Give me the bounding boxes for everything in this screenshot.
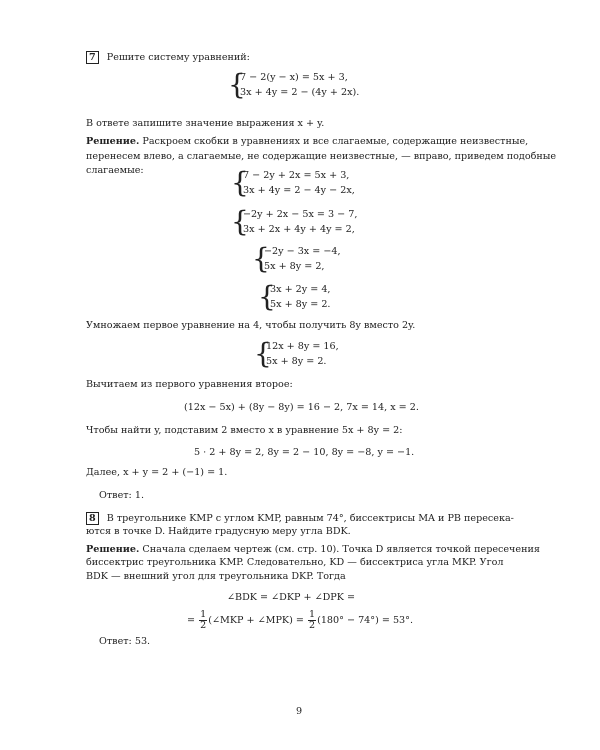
solution-7-label: Решение. <box>86 136 140 147</box>
system-2-eq-1: 7 − 2y + 2x = 5x + 3, <box>243 170 350 181</box>
system-6-eq-2: 5x + 8y = 2. <box>266 356 327 367</box>
subtract-equation: (12x − 5x) + (8y − 8y) = 16 − 2, 7x = 14, x = 2. <box>184 402 419 413</box>
answer-7: Ответ: 1. <box>99 490 144 501</box>
problem-7-prompt: Решите систему уравнений: <box>106 52 250 63</box>
problem-8-number: 8 <box>86 512 99 525</box>
solution-7-intro-2: перенесем влево, а слагаемые, не содержащие неизвестные, — вправо, приведем подобные <box>86 151 557 162</box>
problem-8-text-2: ются в точке D. Найдите градусную меру угла BDK. <box>86 526 351 537</box>
fraction-2-numerator: 1 <box>308 609 316 620</box>
eq2-middle: (∠MKP + ∠MPK) = <box>208 615 304 626</box>
angle-equation-2 <box>187 610 413 632</box>
solution-8-label: Решение. <box>86 544 140 555</box>
fraction-2-denominator: 2 <box>308 620 316 631</box>
answer-8: Ответ: 53. <box>99 636 151 647</box>
fraction-half-1 <box>199 610 207 631</box>
fraction-half-2 <box>308 610 316 631</box>
problem-7-number: 7 <box>86 51 99 64</box>
fraction-1-numerator: 1 <box>200 609 207 620</box>
solution-7-intro-1: Раскроем скобки в уравнениях и все слагаемые, содержащие неизвестные, <box>139 136 529 147</box>
problem-7-ask: В ответе запишите значение выражения x + y. <box>86 118 325 129</box>
system-5-eq-2: 5x + 8y = 2. <box>270 299 331 310</box>
system-3-eq-1: −2y + 2x − 5x = 3 − 7, <box>243 209 358 220</box>
solution-8-text-1: Сначала сделаем чертеж (см. стр. 10). Точка D является точкой пересечения <box>139 544 540 555</box>
multiply-text: Умножаем первое уравнение на 4, чтобы получить 8y вместо 2y. <box>86 320 416 331</box>
system-1-eq-2: 3x + 4y = 2 − (4y + 2x). <box>240 87 360 98</box>
fraction-1-denominator: 2 <box>200 620 207 631</box>
solution-7-intro-3: слагаемые: <box>86 165 144 176</box>
system-4-eq-1: −2y − 3x = −4, <box>264 246 341 257</box>
solution-8-text-2: биссектрис треугольника KMP. Следовательно, KD — биссектриса угла MKP. Угол <box>86 557 504 568</box>
system-6-eq-1: 12x + 8y = 16, <box>266 341 339 352</box>
system-3-eq-2: 3x + 2x + 4y + 4y = 2, <box>243 224 355 235</box>
solution-7-line-1 <box>86 136 528 148</box>
system-2-eq-2: 3x + 4y = 2 − 4y − 2x, <box>243 185 355 196</box>
eq2-end: (180° − 74°) = 53°. <box>317 615 414 626</box>
problem-7-heading <box>86 51 250 64</box>
find-y-text: Чтобы найти y, подставим 2 вместо x в уравнение 5x + 8y = 2: <box>86 425 403 436</box>
solution-8-line-1 <box>86 544 540 556</box>
system-5-eq-1: 3x + 2y = 4, <box>270 284 331 295</box>
subtract-text: Вычитаем из первого уравнения второе: <box>86 379 293 390</box>
sum-text: Далее, x + y = 2 + (−1) = 1. <box>86 467 228 478</box>
find-y-equation: 5 · 2 + 8y = 2, 8y = 2 − 10, 8y = −8, y = −1. <box>194 447 415 458</box>
solution-8-text-3: BDK — внешний угол для треугольника DKP. Тогда <box>86 571 346 582</box>
problem-8-text-1: В треугольнике KMP с углом KMP, равным 74°, биссектрисы MA и PB пересека- <box>106 513 514 524</box>
system-4-eq-2: 5x + 8y = 2, <box>264 261 325 272</box>
problem-8-heading <box>86 512 514 525</box>
eq2-prefix: = <box>187 615 196 626</box>
angle-equation-1: ∠BDK = ∠DKP + ∠DPK = <box>227 592 356 603</box>
system-1-eq-1: 7 − 2(y − x) = 5x + 3, <box>240 72 348 83</box>
page-number: 9 <box>296 706 303 717</box>
